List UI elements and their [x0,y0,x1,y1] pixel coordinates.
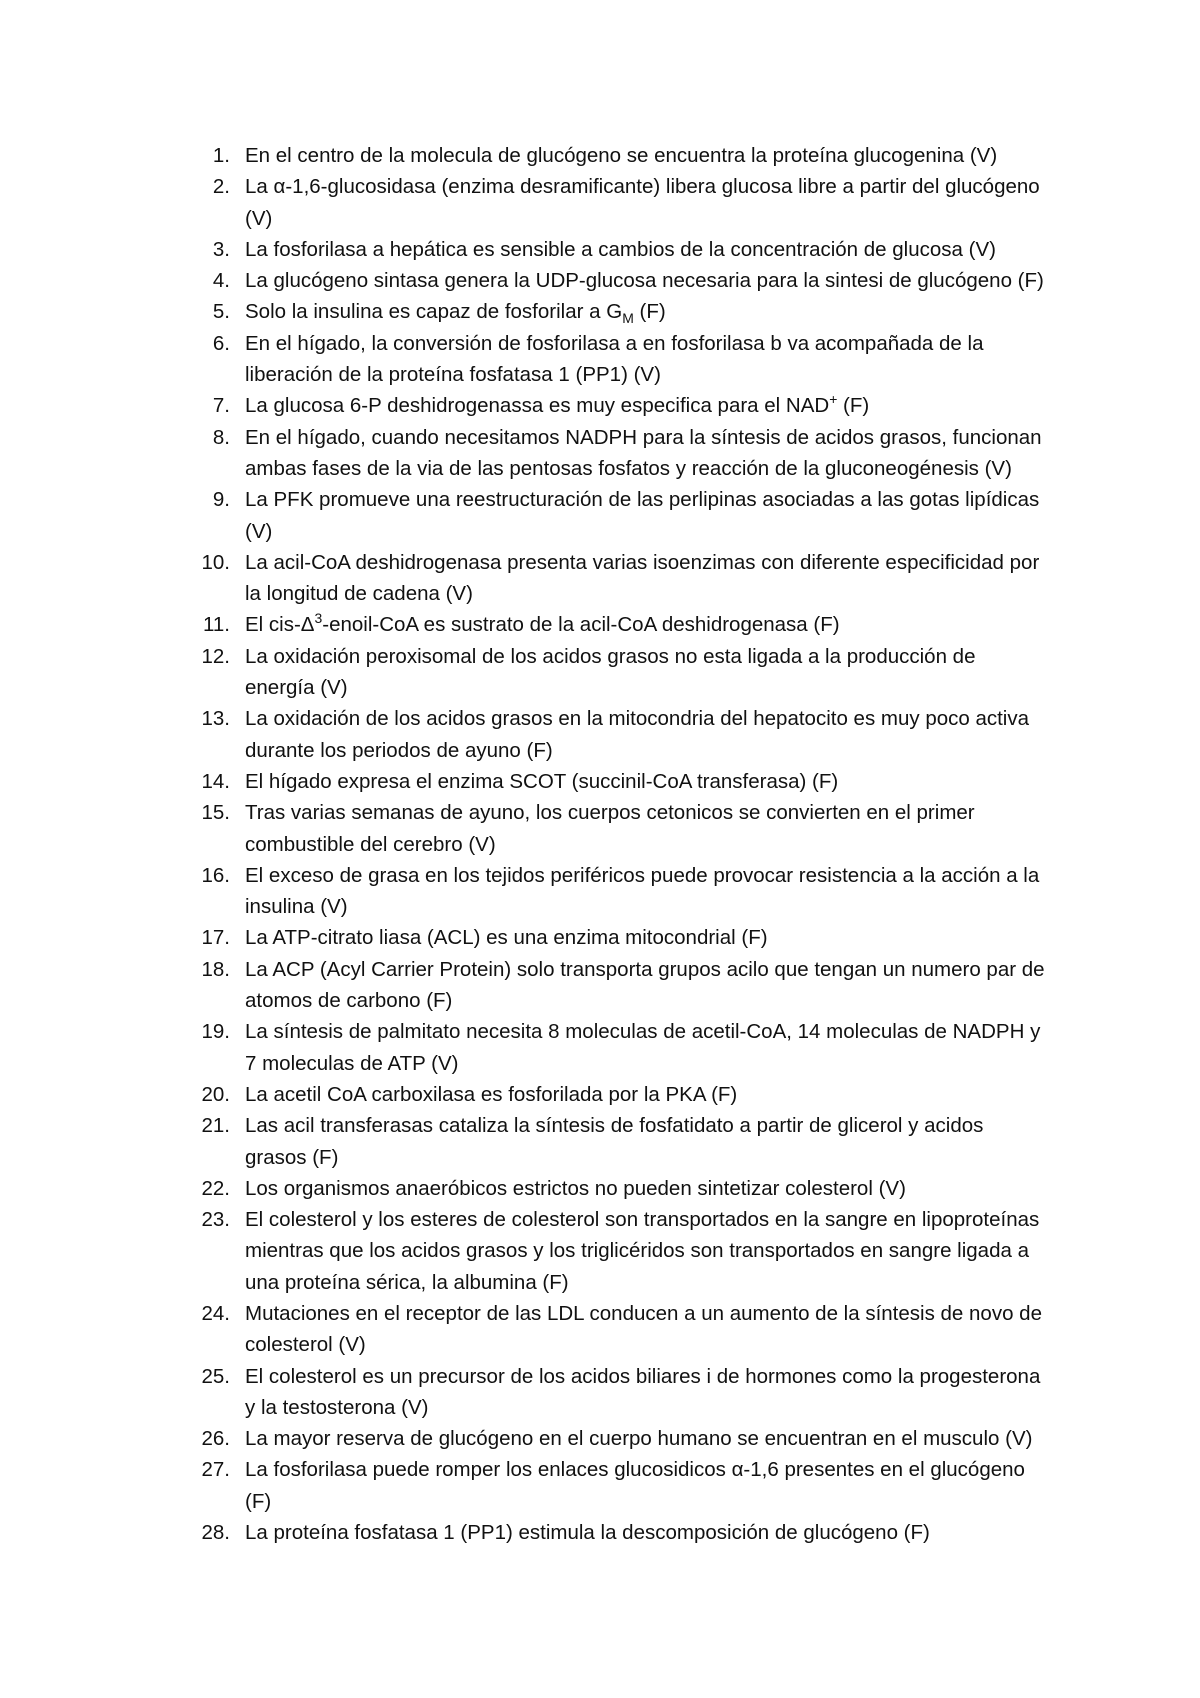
item-number: 1. [212,144,230,167]
item-number: 15. [201,801,230,825]
item-number: 19. [201,1020,230,1044]
item-text [245,1361,1050,1424]
item-number: 20. [201,1082,230,1106]
item-text [245,1110,1050,1173]
item-text [245,328,1050,391]
superscript-text: 3 [314,610,323,627]
list-item [190,1016,1050,1079]
list-item [190,1173,1050,1204]
item-number: 24. [201,1301,230,1325]
item-number: 28. [201,1521,230,1545]
item-text [245,954,1050,1017]
text-segment: En el hígado, la conversión de fosforilasa a en fosforilasa b va acompañada de la liberación de la proteína fosfatasa 1 (PP1) (V) [245,331,984,387]
list-item [190,171,1050,234]
list-item [190,422,1050,485]
list-item [190,1423,1050,1454]
subscript-text: M [622,310,634,327]
text-segment: La PFK promueve una reestructuración de las perlipinas asociadas a las gotas lipídicas (V) [245,488,1040,543]
item-number: 27. [201,1458,230,1482]
text-segment: Tras varias semanas de ayuno, los cuerpos cetonicos se convierten en el primer combustible del cerebro (V) [245,801,975,856]
item-number: 18. [201,957,230,981]
item-text [245,1016,1050,1079]
list-item [190,328,1050,391]
list-item [190,234,1050,265]
list-item [190,1079,1050,1110]
item-number: 6. [212,331,230,355]
text-segment: La acil-CoA deshidrogenasa presenta varias isoenzimas con diferente especificidad por la longitud de cadena (V) [245,550,1040,606]
item-text [245,484,1050,547]
item-number: 3. [212,237,230,261]
list-item [190,703,1050,766]
text-segment: La glucosa 6-P deshidrogenassa es muy especifica para el NAD [245,394,830,418]
text-segment: El hígado expresa el enzima SCOT (succinil-CoA transferasa) (F) [245,769,839,793]
item-text [245,1298,1050,1361]
item-number: 26. [201,1427,230,1451]
item-number: 9. [212,488,230,512]
item-number: 8. [212,425,230,449]
text-segment: La oxidación de los acidos grasos en la mitocondria del hepatocito es muy poco activa durante los periodos de ayuno (F) [245,707,1030,762]
item-text [245,703,1050,766]
question-list [190,140,1050,1548]
item-text [245,140,1050,171]
list-item [190,641,1050,704]
item-text [245,1454,1050,1517]
item-number: 22. [201,1176,230,1200]
text-segment: Los organismos anaeróbicos estrictos no pueden sintetizar colesterol (V) [245,1176,906,1200]
item-text [245,860,1050,923]
item-number: 16. [201,863,230,887]
item-text [245,265,1050,296]
text-segment: Mutaciones en el receptor de las LDL conducen a un aumento de la síntesis de novo de colesterol (V) [245,1301,1042,1357]
list-item [190,609,1050,640]
item-text [245,641,1050,704]
text-segment: La proteína fosfatasa 1 (PP1) estimula la descomposición de glucógeno (F) [245,1521,930,1545]
item-text [245,1204,1050,1298]
text-segment: El exceso de grasa en los tejidos periféricos puede provocar resistencia a la acción a la insulina (V) [245,863,1040,919]
text-segment: La oxidación peroxisomal de los acidos grasos no esta ligada a la producción de energía (V) [245,644,976,700]
superscript-text: + [829,391,838,408]
text-segment: El colesterol es un precursor de los acidos biliares i de hormones como la progesterona y la testosterona (V) [245,1364,1041,1419]
text-segment: El colesterol y los esteres de colesterol son transportados en la sangre en lipoproteínas mientras que los acidos grasos y los triglicéridos son transportados en sangre ligada a una proteína sérica, la albumina (F) [245,1208,1040,1294]
item-text [245,797,1050,860]
text-segment: En el hígado, cuando necesitamos NADPH para la síntesis de acidos grasos, funcionan ambas fases de la via de las pentosas fosfatos y reacción de la gluconeogénesis (V) [245,425,1042,480]
list-item [190,1454,1050,1517]
item-text [245,422,1050,485]
item-number: 21. [201,1114,230,1138]
item-number: 2. [212,175,230,199]
item-text [245,1079,1050,1110]
item-number: 10. [201,550,230,574]
item-number: 4. [212,269,230,293]
list-item [190,140,1050,171]
item-text [245,390,1050,421]
item-number: 17. [201,926,230,950]
text-segment: En el centro de la molecula de glucógeno se encuentra la proteína glucogenina (V) [245,144,998,167]
list-item [190,265,1050,296]
item-number: 5. [212,300,230,324]
list-item [190,1517,1050,1548]
list-item [190,922,1050,953]
item-text [245,1517,1050,1548]
list-item [190,390,1050,421]
text-segment: (F) [837,394,870,418]
list-item [190,766,1050,797]
text-segment: El cis-Δ [245,613,315,637]
text-segment: La fosforilasa puede romper los enlaces glucosidicos α-1,6 presentes en el glucógeno (F) [245,1458,1025,1513]
item-text [245,1423,1050,1454]
text-segment: La ACP (Acyl Carrier Protein) solo transporta grupos acilo que tengan un numero par de atomos de carbono (F) [245,957,1045,1013]
list-item [190,547,1050,610]
text-segment: La mayor reserva de glucógeno en el cuerpo humano se encuentran en el musculo (V) [245,1427,1033,1451]
text-segment: -enoil-CoA es sustrato de la acil-CoA deshidrogenasa (F) [322,613,840,637]
text-segment: (F) [633,300,666,324]
list-item [190,1204,1050,1298]
item-number: 23. [201,1208,230,1232]
text-segment: La glucógeno sintasa genera la UDP-glucosa necesaria para la sintesi de glucógeno (F) [245,269,1044,293]
item-text [245,1173,1050,1204]
text-segment: La síntesis de palmitato necesita 8 moleculas de acetil-CoA, 14 moleculas de NADPH y 7 moleculas de ATP (V) [245,1020,1041,1075]
item-number: 25. [201,1364,230,1388]
list-item [190,296,1050,327]
item-number: 7. [212,394,230,418]
text-segment: Las acil transferasas cataliza la síntesis de fosfatidato a partir de glicerol y acidos grasos (F) [245,1114,984,1169]
list-item [190,1361,1050,1424]
item-text [245,171,1050,234]
text-segment: La α-1,6-glucosidasa (enzima desramificante) libera glucosa libre a partir del glucógeno (V) [245,175,1040,230]
item-text [245,547,1050,610]
list-item [190,954,1050,1017]
list-item [190,1110,1050,1173]
list-item [190,860,1050,923]
item-number: 12. [201,644,230,668]
item-text [245,922,1050,953]
list-item [190,484,1050,547]
text-segment: La acetil CoA carboxilasa es fosforilada por la PKA (F) [245,1082,738,1106]
item-text [245,766,1050,797]
item-text [245,296,1050,327]
list-item [190,797,1050,860]
item-text [245,234,1050,265]
item-text [245,609,1050,640]
text-segment: La fosforilasa a hepática es sensible a cambios de la concentración de glucosa (V) [245,237,996,261]
item-number: 14. [201,769,230,793]
list-item [190,1298,1050,1361]
item-number: 13. [201,707,230,731]
item-number: 11. [203,613,230,637]
text-segment: La ATP-citrato liasa (ACL) es una enzima mitocondrial (F) [245,926,768,950]
text-segment: Solo la insulina es capaz de fosforilar a G [245,300,623,324]
